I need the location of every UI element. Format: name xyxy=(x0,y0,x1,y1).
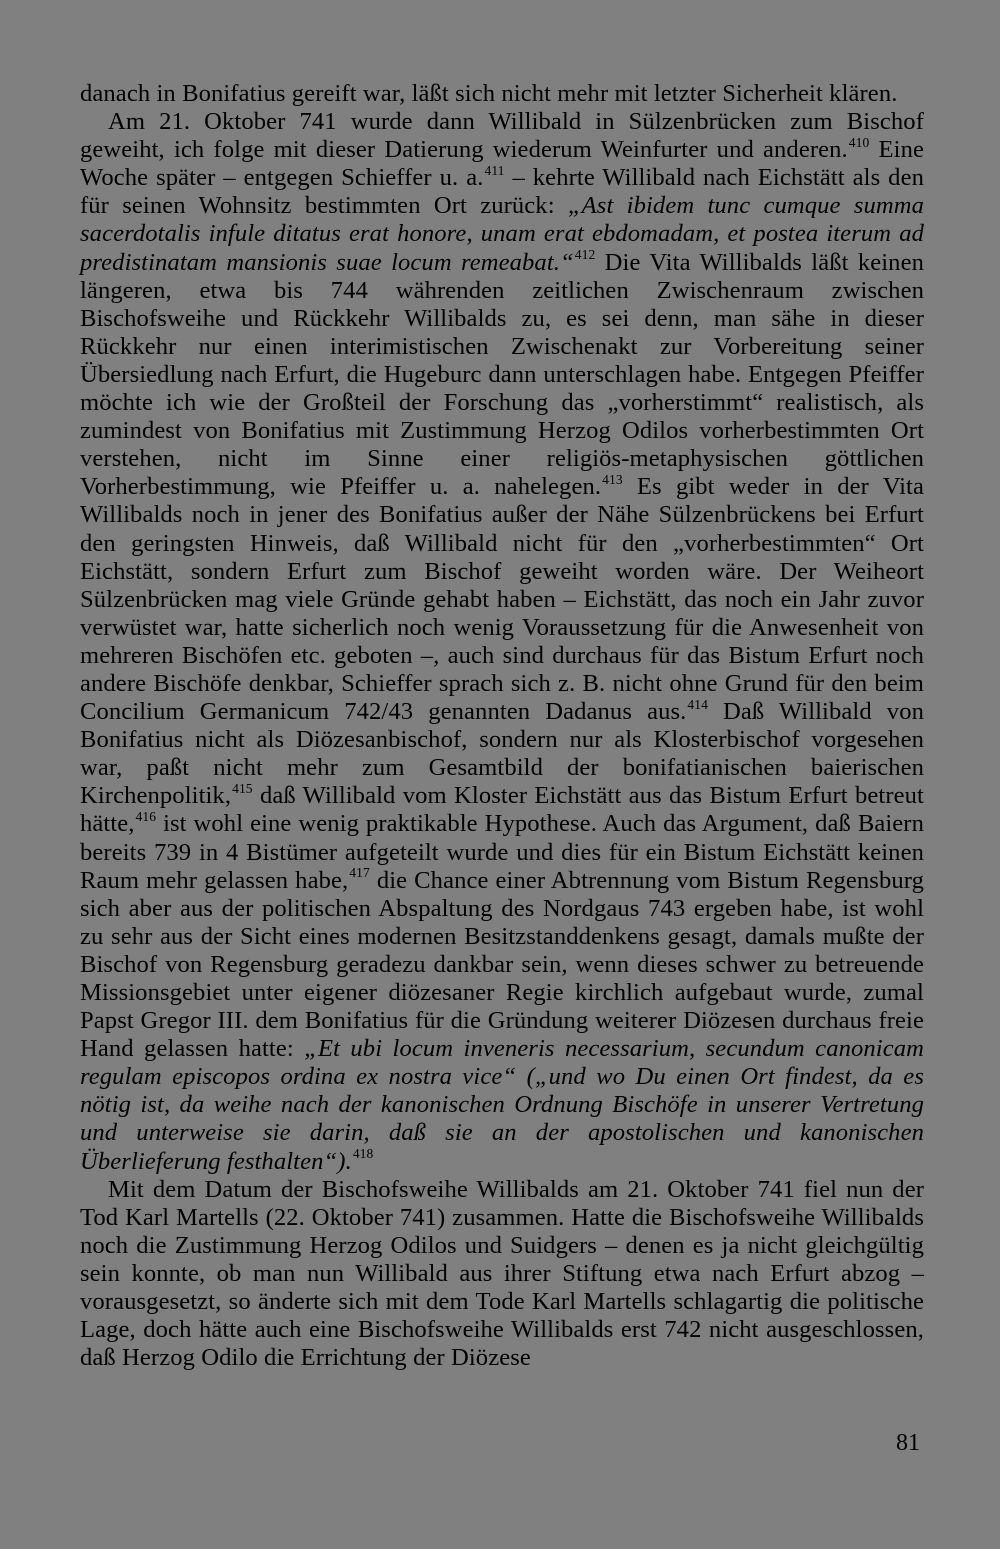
paragraph-1 xyxy=(80,80,924,108)
paragraph-2 xyxy=(80,108,924,1176)
footnote-ref: 412 xyxy=(574,247,596,263)
footnote-ref: 410 xyxy=(848,135,870,151)
text-run: Eine Woche später – entgegen Schieffer u. a. xyxy=(80,136,924,192)
footnote-ref: 413 xyxy=(602,472,623,488)
text-run: Daß Willibald von Bonifatius nicht als Diözesanbischof, sondern nur als Klosterbischof vorgesehen war, paßt nicht mehr zum Gesamtbild der bonifatianischen baierischen Kirchenpolitik, xyxy=(80,698,924,810)
text-run: Mit dem Datum der Bischofsweihe Willibalds am 21. Oktober 741 fiel nun der Tod Karl Martells (22. Oktober 741) zusammen. Hatte die Bischofsweihe Willibalds noch die Zustimmung Herzog Odilos und Suidgers – denen es ja nicht gleichgültig sein konnte, ob man nun Willibald aus ihrer Stiftung etwa nach Erfurt abzog – vorausgesetzt, so änderte sich mit dem Tode Karl Martells schlagartig die politische Lage, doch hätte auch eine Bischofsweihe Willibalds erst 742 nicht ausgeschlossen, daß Herzog Odilo die Errichtung der Diözese xyxy=(80,1175,924,1372)
text-run: Am 21. Oktober 741 wurde dann Willibald in Sülzenbrücken zum Bischof geweiht, ich folge mit dieser Datierung wiederum Weinfurter und anderen. xyxy=(80,108,924,164)
latin-quotation: „Ast ibidem tunc cumque summa sacerdotalis infule ditatus erat honore, unam erat ebdomadam, et postea iterum ad predistinatam mansionis suae locum remeabat.“ xyxy=(80,192,925,276)
footnote-ref: 417 xyxy=(349,865,370,881)
text-run: ist wohl eine wenig praktikable Hypothese. Auch das Argument, daß Baiern bereits 739 in 4 Bistümer aufgeteilt wurde und dies für ein Bistum Eichstätt keinen Raum mehr gelassen habe, xyxy=(80,810,924,894)
page-number: 81 xyxy=(896,1430,920,1456)
footnote-ref: 416 xyxy=(135,809,157,825)
text-run: Es gibt weder in der Vita Willibalds noch in jener des Bonifatius außer der Nähe Sülzenbrückens bei Erfurt den geringsten Hinweis, daß Willibald nicht für den „vorherbestimmten“ Ort Eichstätt, sondern Erfurt zum Bischof geweiht worden wäre. Der Weiheort Sülzenbrücken mag viele Gründe gehabt haben – Eichstätt, das noch ein Jahr zuvor verwüstet war, hatte sicherlich noch wenig Voraussetzung für die Anwesenheit von mehreren Bischöfen etc. geboten –, auch sind durchaus für das Bistum Erfurt noch andere Bischöfe denkbar, Schieffer sprach sich z. B. nicht ohne Grund für den beim Concilium Germanicum 742/43 genannten Dadanus aus. xyxy=(80,473,924,726)
text-run: danach in Bonifatius gereift war, läßt sich nicht mehr mit letzter Sicherheit klären. xyxy=(80,80,898,107)
body-text xyxy=(80,80,924,1372)
footnote-ref: 414 xyxy=(687,696,708,712)
footnote-ref: 411 xyxy=(484,163,505,179)
paragraph-3 xyxy=(80,1176,924,1373)
text-run: – kehrte Willibald nach Eichstätt als den für seinen Wohnsitz bestimmten Ort zurück: xyxy=(80,164,924,220)
text-run: Die Vita Willibalds läßt keinen längeren, etwa bis 744 währenden zeitlichen Zwischenraum zwischen Bischofsweihe und Rückkehr Willibalds zu, es sei denn, man sähe in dieser Rückkehr nur einen interimistischen Zwischenakt zur Vorbereitung seiner Übersiedlung nach Erfurt, die Hugeburc dann unterschlagen habe. Entgegen Pfeiffer möchte ich wie der Großteil der Forschung das „vorherstimmt“ realistisch, als zumindest von Bonifatius mit Zustimmung Herzog Odilos vorherbestimmten Ort verstehen, nicht im Sinne einer religiös-metaphysischen göttlichen Vorherbestimmung, wie Pfeiffer u. a. nahelegen. xyxy=(80,248,924,501)
footnote-ref: 415 xyxy=(232,781,253,797)
text-run: daß Willibald vom Kloster Eichstätt aus das Bistum Erfurt betreut hätte, xyxy=(80,782,924,838)
text-run: die Chance einer Abtrennung vom Bistum Regensburg sich aber aus der politischen Abspaltung des Nordgaus 743 ergeben habe, ist wohl zu sehr aus der Sicht eines modernen Besitzstanddenkens gesagt, damals mußte der Bischof von Regensburg geradezu dankbar sein, wenn dieses schwer zu betreuende Missionsgebiet unter eigener diözesaner Regie kirchlich aufgebaut wurde, zumal Papst Gregor III. dem Bonifatius für die Gründung weiterer Diözesen durchaus freie Hand gelassen hatte: xyxy=(80,866,925,1063)
latin-quotation: „Et ubi locum inveneris necessarium, secundum canonicam regulam episcopos ordina ex nostra vice“ („und wo Du einen Ort findest, da es nötig ist, da weihe nach der kanonischen Ordnung Bischöfe in unserer Vertretung und unterweise sie darin, daß sie an der apostolischen und kanonischen Überlieferung festhalten“). xyxy=(80,1035,924,1175)
footnote-ref: 418 xyxy=(352,1146,374,1162)
